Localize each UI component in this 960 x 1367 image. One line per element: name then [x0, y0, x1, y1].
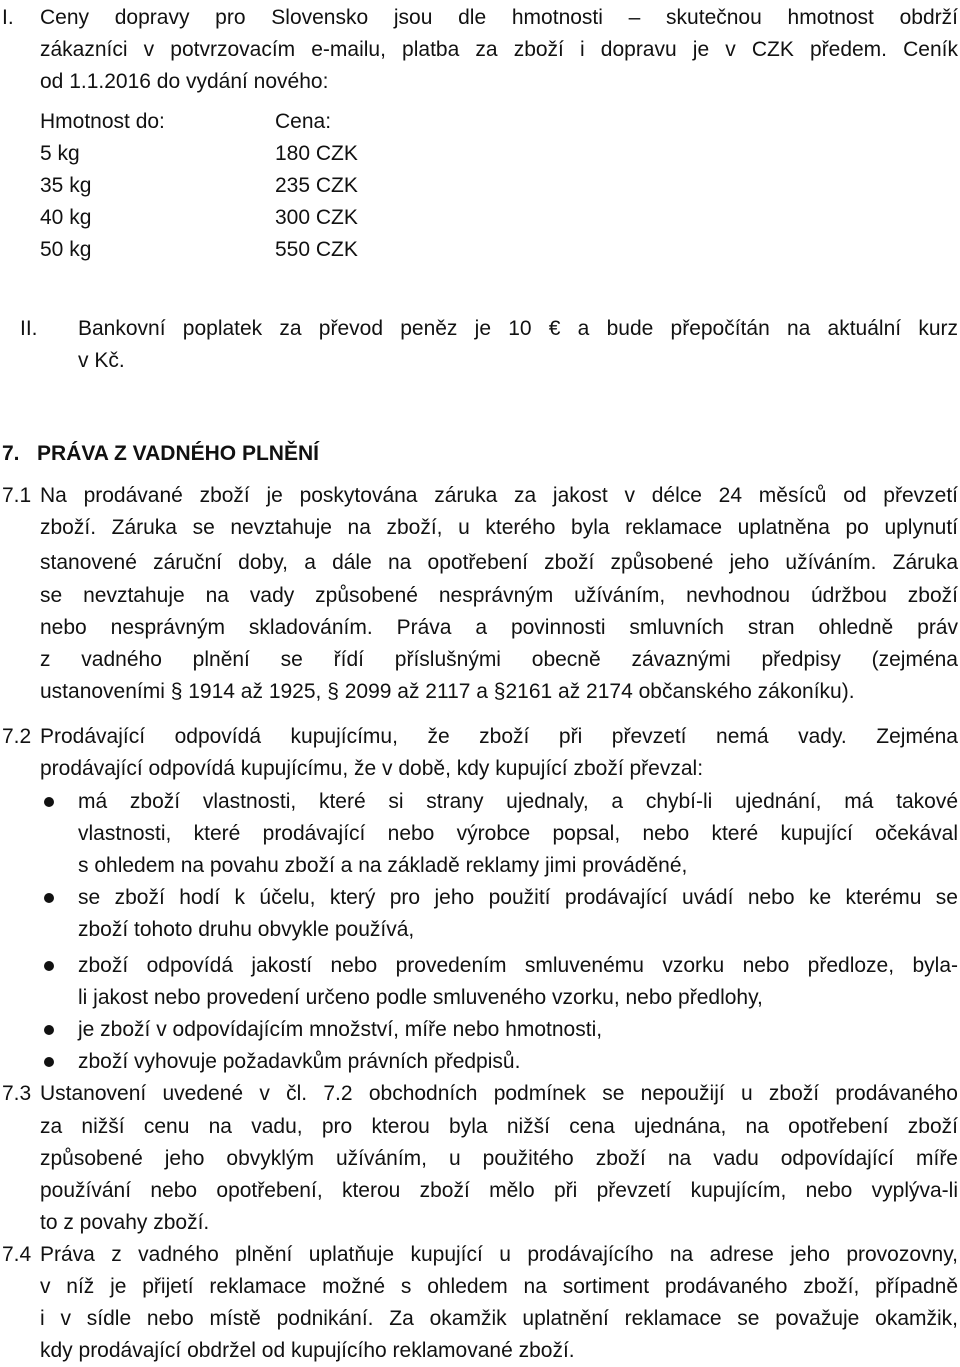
- clause-number: 7.2: [2, 725, 32, 748]
- list-item-line: je zboží v odpovídajícím množství, míře nebo hmotnosti,: [78, 1018, 603, 1041]
- list-item-line: zboží vyhovuje požadavkům právních předpisů.: [78, 1050, 521, 1073]
- table-header-price: Cena:: [275, 110, 332, 133]
- table-header-weight: Hmotnost do:: [40, 110, 165, 133]
- list-item-line: zboží tohoto druhu obvykle používá,: [78, 918, 415, 941]
- clause-7-3-line: za nižší cenu na vadu, pro kterou byla nižší cena ujednána, na opotřebení zboží: [40, 1115, 958, 1138]
- table-row-weight: 5 kg: [40, 142, 80, 165]
- table-row-weight: 40 kg: [40, 206, 92, 229]
- list-item-line: se zboží hodí k účelu, který pro jeho použití prodávající uvádí nebo ke kterému se: [78, 886, 958, 909]
- clause-number: 7.1: [2, 484, 32, 507]
- clause-7-2-line: prodávající odpovídá kupujícímu, že v době, kdy kupující zboží převzal:: [40, 757, 704, 780]
- clause-7-3-line: to z povahy zboží.: [40, 1211, 210, 1234]
- bullet-icon: [44, 1057, 54, 1067]
- clause-number: 7.3: [2, 1082, 32, 1105]
- section-ii-line-1: Bankovní poplatek za převod peněz je 10 € a bude přepočítán na aktuální kurz: [78, 317, 958, 340]
- table-row-weight: 50 kg: [40, 238, 92, 261]
- table-row-price: 300 CZK: [275, 206, 358, 229]
- bullet-icon: [44, 797, 54, 807]
- list-item-line: li jakost nebo provedení určeno podle smluveného vzorku, nebo předlohy,: [78, 986, 763, 1009]
- section-i-line-1: Ceny dopravy pro Slovensko jsou dle hmotnosti – skutečnou hmotnost obdrží: [40, 6, 958, 29]
- clause-7-1-line: ustanoveními § 1914 až 1925, § 2099 až 2117 a §2161 až 2174 občanského zákoníku).: [40, 680, 855, 703]
- clause-7-1-line: stanovené záruční doby, a dále na opotřebení zboží způsobené jeho užíváním. Záruka: [40, 551, 958, 574]
- list-item-line: má zboží vlastnosti, které si strany ujednaly, a chybí-li ujednání, má takové: [78, 790, 958, 813]
- clause-7-4-line: Práva z vadného plnění uplatňuje kupující u prodávajícího na adrese jeho provozovny,: [40, 1243, 958, 1266]
- table-row-price: 180 CZK: [275, 142, 358, 165]
- bullet-icon: [44, 1025, 54, 1035]
- table-row-price: 235 CZK: [275, 174, 358, 197]
- section-ii-marker: II.: [20, 317, 38, 340]
- clause-7-1-line: se nevztahuje na vady způsobené nesprávným užíváním, nevhodnou údržbou zboží: [40, 584, 958, 607]
- clause-7-4-line: v níž je přijetí reklamace možné s ohledem na sortiment prodávaného zboží, případně: [40, 1275, 958, 1298]
- clause-7-4-line: kdy prodávající obdržel od kupujícího reklamované zboží.: [40, 1339, 575, 1362]
- clause-7-1-line: Na prodávané zboží je poskytována záruka za jakost v délce 24 měsíců od převzetí: [40, 484, 958, 507]
- clause-7-3-line: způsobené jeho obvyklým užíváním, u použitého zboží na vadu odpovídající míře: [40, 1147, 958, 1170]
- table-row-weight: 35 kg: [40, 174, 92, 197]
- bullet-icon: [44, 893, 54, 903]
- section-heading: 7. PRÁVA Z VADNÉHO PLNĚNÍ: [2, 442, 319, 465]
- section-i-marker: I.: [2, 6, 14, 29]
- clause-7-4-line: i v sídle nebo místě podnikání. Za okamžik uplatnění reklamace se považuje okamžik,: [40, 1307, 958, 1330]
- clause-7-1-line: zboží. Záruka se nevztahuje na zboží, u kterého byla reklamace uplatněna po uplynutí: [40, 516, 958, 539]
- clause-7-3-line: používání nebo opotřebení, kterou zboží mělo při převzetí kupujícím, nebo vyplýva-li: [40, 1179, 958, 1202]
- clause-7-1-line: z vadného plnění se řídí příslušnými obecně závaznými předpisy (zejména: [40, 648, 958, 671]
- section-ii-line-2: v Kč.: [78, 349, 125, 372]
- bullet-icon: [44, 961, 54, 971]
- list-item-line: vlastnosti, které prodávající nebo výrobce popsal, nebo které kupující očekával: [78, 822, 958, 845]
- list-item-line: s ohledem na povahu zboží a na základě reklamy jimi prováděné,: [78, 854, 688, 877]
- list-item-line: zboží odpovídá jakostí nebo provedením smluvenému vzorku nebo předloze, byla-: [78, 954, 958, 977]
- clause-7-1-line: nebo nesprávným skladováním. Práva a povinnosti smluvních stran ohledně práv: [40, 616, 958, 639]
- table-row-price: 550 CZK: [275, 238, 358, 261]
- clause-number: 7.4: [2, 1243, 32, 1266]
- clause-7-3-line: Ustanovení uvedené v čl. 7.2 obchodních podmínek se nepoužijí u zboží prodávaného: [40, 1082, 958, 1105]
- section-i-line-3: od 1.1.2016 do vydání nového:: [40, 70, 329, 93]
- section-i-line-2: zákazníci v potvrzovacím e-mailu, platba za zboží i dopravu je v CZK předem. Ceník: [40, 38, 958, 61]
- clause-7-2-line: Prodávající odpovídá kupujícímu, že zboží při převzetí nemá vady. Zejména: [40, 725, 958, 748]
